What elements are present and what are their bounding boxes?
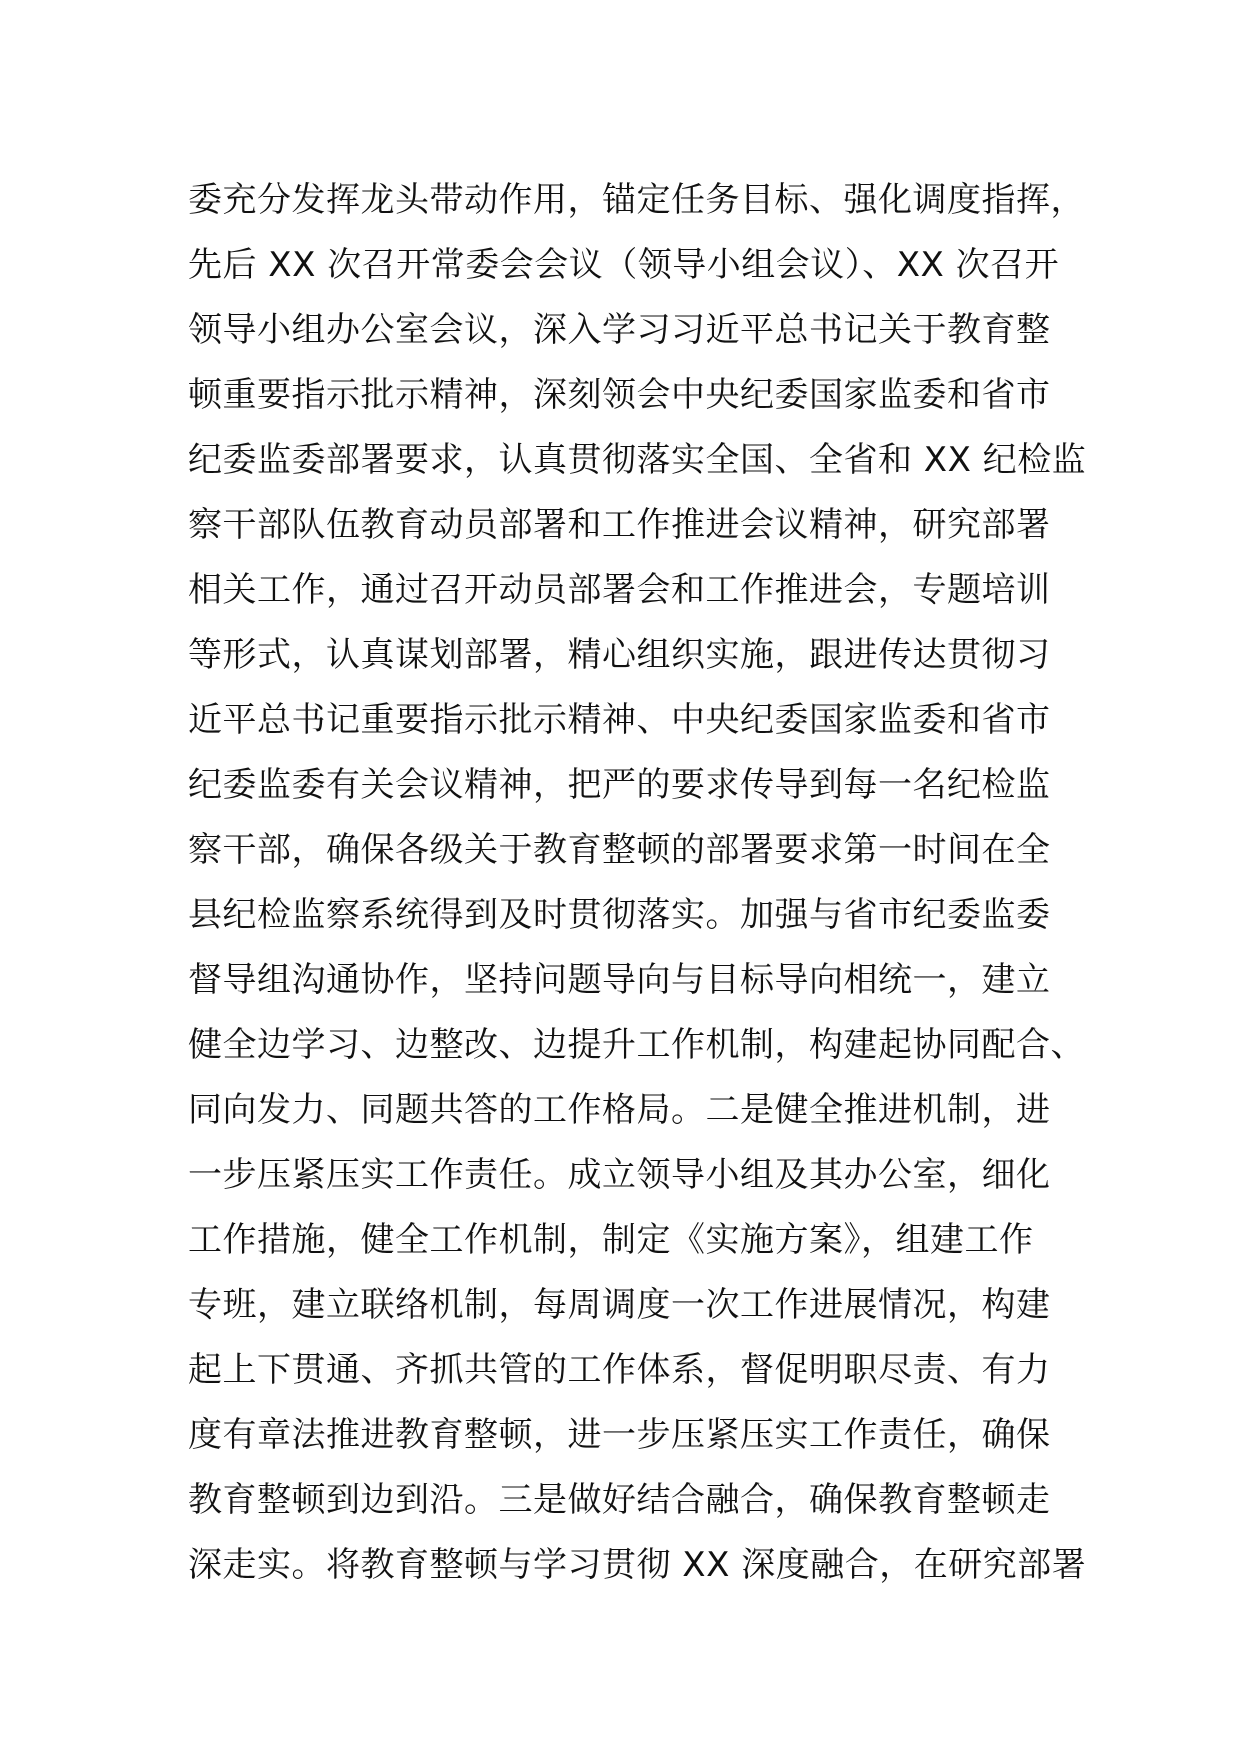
- text-line: 起上下贯通、齐抓共管的工作体系，督促明职尽责、有力: [188, 1350, 1051, 1390]
- text-line: 纪委监委部署要求，认真贯彻落实全国、全省和 XX 纪检监: [188, 440, 1087, 480]
- text-line: 一步压紧压实工作责任。成立领导小组及其办公室，细化: [188, 1155, 1051, 1195]
- text-line: 察干部队伍教育动员部署和工作推进会议精神，研究部署: [188, 505, 1051, 545]
- body-text: [188, 168, 1087, 1598]
- text-line: 近平总书记重要指示批示精神、中央纪委国家监委和省市: [188, 700, 1051, 740]
- text-line: 督导组沟通协作，坚持问题导向与目标导向相统一，建立: [188, 960, 1051, 1000]
- text-line: 专班，建立联络机制，每周调度一次工作进展情况，构建: [188, 1285, 1051, 1325]
- text-line: 相关工作，通过召开动员部署会和工作推进会，专题培训: [188, 570, 1051, 610]
- text-line: 工作措施，健全工作机制，制定《实施方案》，组建工作: [188, 1220, 1034, 1260]
- text-line: 教育整顿到边到沿。三是做好结合融合，确保教育整顿走: [188, 1480, 1051, 1520]
- text-line: 深走实。将教育整顿与学习贯彻 XX 深度融合，在研究部署: [188, 1545, 1087, 1585]
- text-line: 顿重要指示批示精神，深刻领会中央纪委国家监委和省市: [188, 375, 1051, 415]
- text-line: 等形式，认真谋划部署，精心组织实施，跟进传达贯彻习: [188, 635, 1051, 675]
- text-line: 健全边学习、边整改、边提升工作机制，构建起协同配合、: [188, 1025, 1085, 1065]
- text-line: 县纪检监察系统得到及时贯彻落实。加强与省市纪委监委: [188, 895, 1051, 935]
- text-line: 纪委监委有关会议精神，把严的要求传导到每一名纪检监: [188, 765, 1051, 805]
- text-line: 先后 XX 次召开常委会会议（领导小组会议）、XX 次召开: [188, 245, 1060, 285]
- text-line: 委充分发挥龙头带动作用，锚定任务目标、强化调度指挥，: [188, 180, 1085, 220]
- text-line: 同向发力、同题共答的工作格局。二是健全推进机制，进: [188, 1090, 1051, 1130]
- text-line: 领导小组办公室会议，深入学习习近平总书记关于教育整: [188, 310, 1051, 350]
- text-line: 度有章法推进教育整顿，进一步压紧压实工作责任，确保: [188, 1415, 1051, 1455]
- text-line: 察干部，确保各级关于教育整顿的部署要求第一时间在全: [188, 830, 1051, 870]
